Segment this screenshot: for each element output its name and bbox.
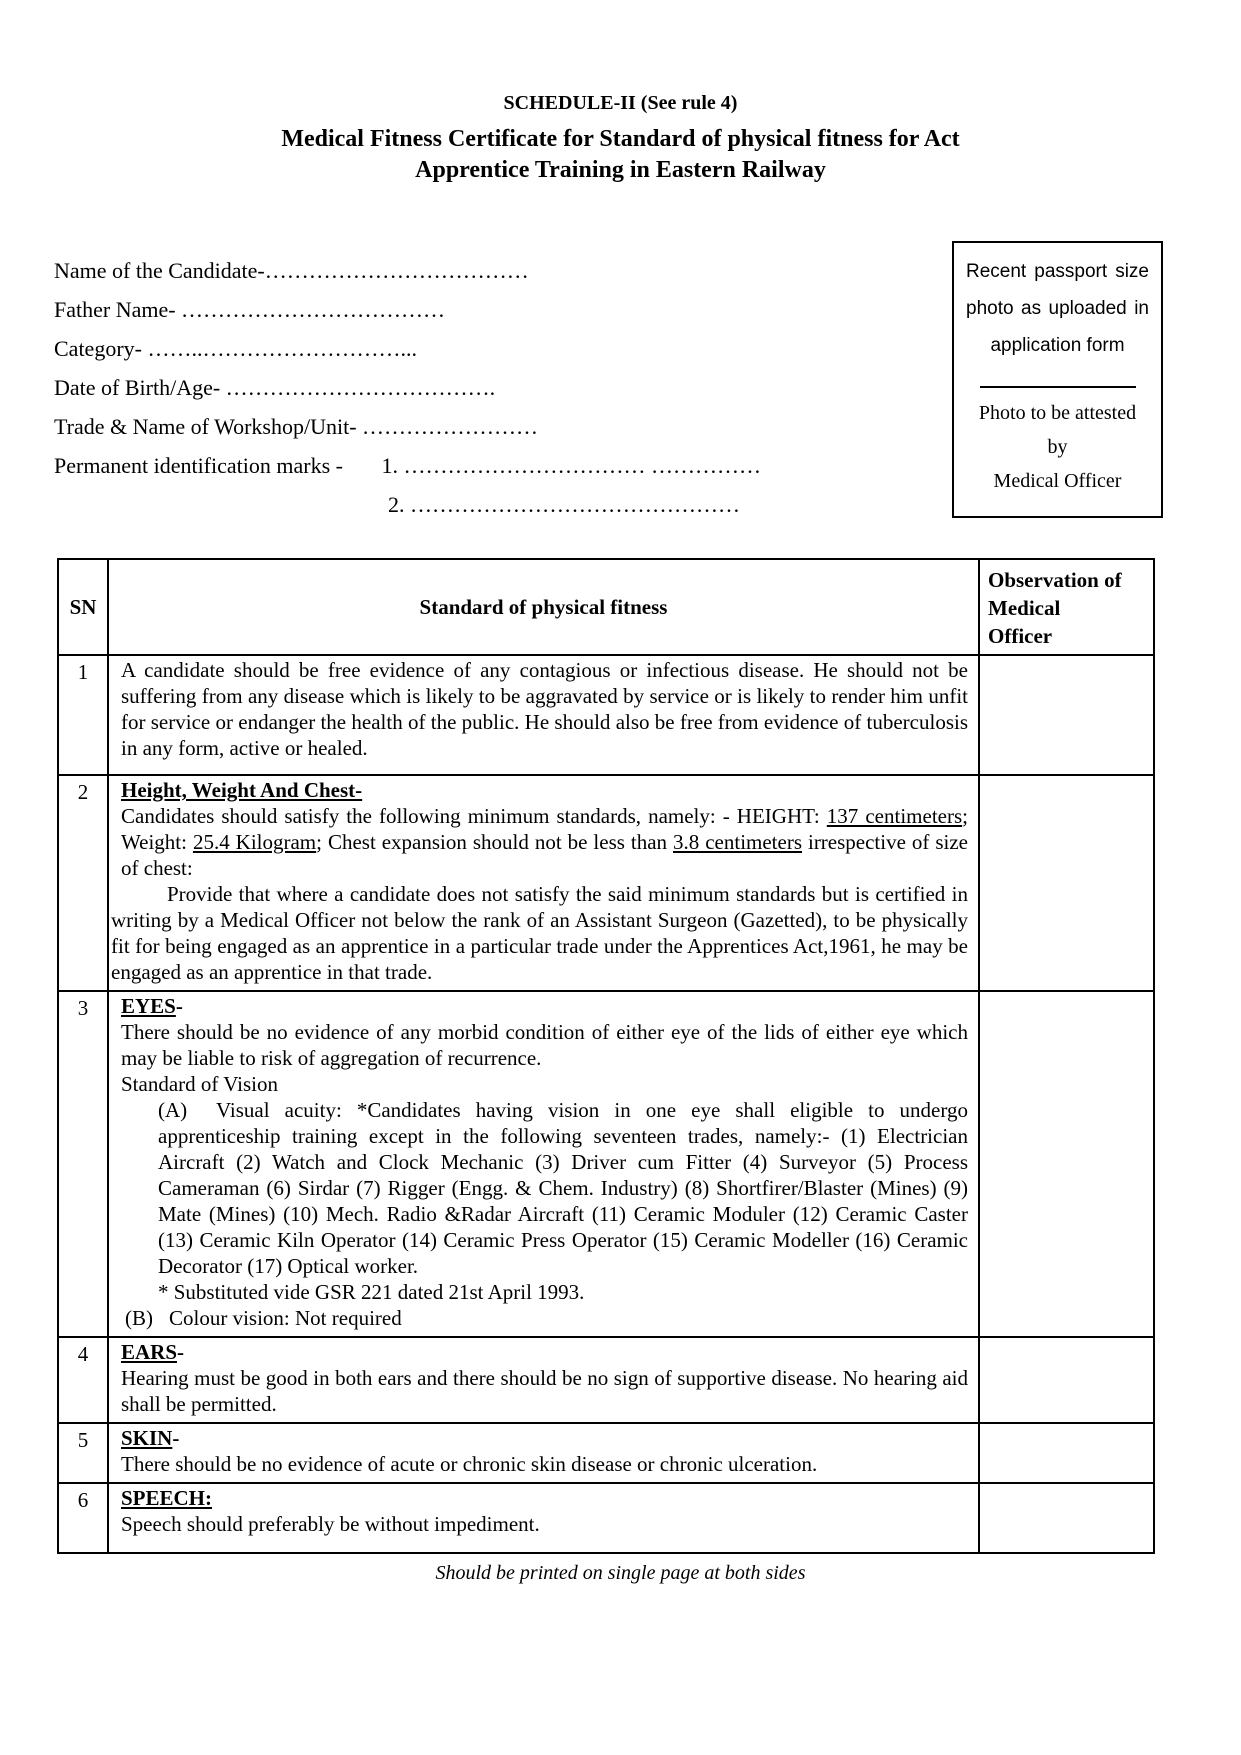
title-line-2: Apprentice Training in Eastern Railway <box>415 157 826 183</box>
row-2-text <box>121 803 968 881</box>
row-4-heading-suffix: - <box>177 1340 185 1364</box>
row-6-heading-text: SPEECH: <box>121 1486 213 1510</box>
row-1-text: A candidate should be free evidence of any contagious or infectious disease. He should not be suffering from any disease which is likely to be aggravated by service or is likely to render him unfit for service or endanger the health of the public. He should also be free from evidence of tuberculosis in any form, active or healed. <box>121 658 968 760</box>
table-header-row <box>58 559 1154 655</box>
row-3-footnote: * Substituted vide GSR 221 dated 21st April 1993. <box>158 1280 585 1304</box>
row-6-standard <box>108 1483 979 1553</box>
row-3-colour-vision <box>121 1305 968 1331</box>
attestation-line-3: Medical Officer <box>993 470 1122 492</box>
row-2-standard <box>108 775 979 991</box>
row-3-b-text: Colour vision: Not required <box>169 1306 402 1330</box>
col-header-sn: SN <box>58 559 108 655</box>
row-3-heading-text: EYES <box>121 994 176 1018</box>
fitness-standards-table <box>57 558 1155 1554</box>
title-line-1: Medical Fitness Certificate for Standard of physical fitness for Act <box>281 126 960 152</box>
identification-mark-line-1: 1. …………………………… …………… <box>381 453 761 478</box>
document-header <box>0 92 1241 186</box>
row-2-sn: 2 <box>58 775 108 991</box>
row-6-heading <box>121 1485 968 1511</box>
row-3-a-text: Visual acuity: *Candidates having vision in one eye shall eligible to undergo apprenticeship training except in the following seventeen trades, namely:- (1) Electrician Aircraft (2) Watch and Clock Mechanic (3) Driver cum Fitter (4) Surveyor (5) Process Cameraman (6) Sirdar (7) Rigger (Engg. & Chem. Industry) (8) Shortfirer/Blaster (Mines) (9) Mate (Mines) (10) Mech. Radio &Radar Aircraft (11) Ceramic Moduler (12) Ceramic Caster (13) Ceramic Kiln Operator (14) Ceramic Press Operator (15) Ceramic Modeller (16) Ceramic Decorator (17) Optical worker. <box>158 1098 968 1278</box>
row-4-text: Hearing must be good in both ears and there should be no sign of supportive disease. No hearing aid shall be permitted. <box>121 1366 968 1416</box>
page-footer-note: Should be printed on single page at both sides <box>435 1562 806 1584</box>
row-1-sn: 1 <box>58 655 108 775</box>
row-2-seg-3: ; Chest expansion should not be less than <box>316 830 673 854</box>
observation-header-line-2: Medical <box>988 596 1061 620</box>
field-candidate-name: Name of the Candidate-……………………………… <box>54 258 529 283</box>
photo-attestation-note <box>966 396 1149 498</box>
row-2-heading <box>121 777 968 803</box>
row-5-heading <box>121 1425 968 1451</box>
row-4-observation-cell <box>979 1337 1154 1423</box>
row-6-text: Speech should preferably be without impediment. <box>121 1512 540 1536</box>
row-3-vision-label: Standard of Vision <box>121 1072 279 1096</box>
identification-marks-label: Permanent identification marks - <box>54 453 343 478</box>
row-3-b-label: (B) <box>125 1306 153 1330</box>
row-4-heading-text: EARS <box>121 1340 178 1364</box>
row-4-heading <box>121 1339 968 1365</box>
row-5-observation-cell <box>979 1423 1154 1483</box>
table-row-5 <box>58 1423 1154 1483</box>
row-4-sn: 4 <box>58 1337 108 1423</box>
row-5-sn: 5 <box>58 1423 108 1483</box>
col-header-observation <box>979 559 1154 655</box>
photo-box <box>952 241 1163 518</box>
row-2-seg-4: irrespective of size of chest: <box>121 830 968 880</box>
row-3-heading-suffix: - <box>175 994 183 1018</box>
schedule-line: SCHEDULE-II (See rule 4) <box>503 92 738 114</box>
row-1-observation-cell <box>979 655 1154 775</box>
field-trade-workshop: Trade & Name of Workshop/Unit- …………………… <box>54 414 539 439</box>
row-3-a-label: (A) <box>158 1098 188 1122</box>
row-5-text: There should be no evidence of acute or chronic skin disease or chronic ulceration. <box>121 1452 818 1476</box>
row-5-standard <box>108 1423 979 1483</box>
row-2-weight-value: 25.4 Kilogram <box>192 830 317 854</box>
row-5-heading-suffix: - <box>172 1426 180 1450</box>
row-2-observation-cell <box>979 775 1154 991</box>
table-row-6 <box>58 1483 1154 1553</box>
photo-box-instruction: Recent passport size photo as uploaded in application form <box>966 261 1149 356</box>
field-identification-marks <box>54 446 761 485</box>
row-5-heading-text: SKIN <box>121 1426 173 1450</box>
row-3-intro: There should be no evidence of any morbid condition of either eye of the lids of either eye which may be liable to risk of aggregation of recurrence. <box>121 1020 968 1070</box>
attestation-line-1: Photo to be attested <box>978 402 1137 424</box>
row-3-visual-acuity <box>158 1097 968 1279</box>
table-row-3 <box>58 991 1154 1337</box>
row-2-heading-text: Height, Weight And Chest- <box>121 778 363 802</box>
table-row-1 <box>58 655 1154 775</box>
row-6-observation-cell <box>979 1483 1154 1553</box>
candidate-fields <box>54 251 761 524</box>
row-1-standard <box>108 655 979 775</box>
field-category: Category- ……..………………………... <box>54 336 417 361</box>
field-date-of-birth: Date of Birth/Age- ………………………………. <box>54 375 496 400</box>
col-header-standard: Standard of physical fitness <box>108 559 979 655</box>
row-2-height-value: 137 centimeters <box>826 804 963 828</box>
row-2-chest-value: 3.8 centimeters <box>673 830 803 854</box>
row-2-proviso: Provide that where a candidate does not satisfy the said minimum standards but is certified in writing by a Medical Officer not below the rank of an Assistant Surgeon (Gazetted), to be physically fit for being engaged as an apprentice in a particular trade under the Apprentices Act,1961, he may be engaged as an apprentice in that trade. <box>111 882 968 984</box>
table-row-2 <box>58 775 1154 991</box>
row-3-heading <box>121 993 968 1019</box>
row-3-standard <box>108 991 979 1337</box>
row-3-sn: 3 <box>58 991 108 1337</box>
identification-mark-line-2: 2. ……………………………………… <box>388 492 740 517</box>
attestation-line-2: by <box>1047 436 1068 458</box>
table-row-4 <box>58 1337 1154 1423</box>
row-4-standard <box>108 1337 979 1423</box>
field-father-name: Father Name- ……………………………… <box>54 297 446 322</box>
row-3-observation-cell <box>979 991 1154 1337</box>
observation-header-line-1: Observation of <box>988 568 1122 592</box>
row-6-sn: 6 <box>58 1483 108 1553</box>
observation-header-line-3: Officer <box>988 624 1053 648</box>
photo-box-divider <box>980 386 1136 388</box>
row-2-seg-1: Candidates should satisfy the following minimum standards, namely: - HEIGHT: <box>121 804 827 828</box>
row-2-seg-2: ; Weight: <box>121 804 968 854</box>
